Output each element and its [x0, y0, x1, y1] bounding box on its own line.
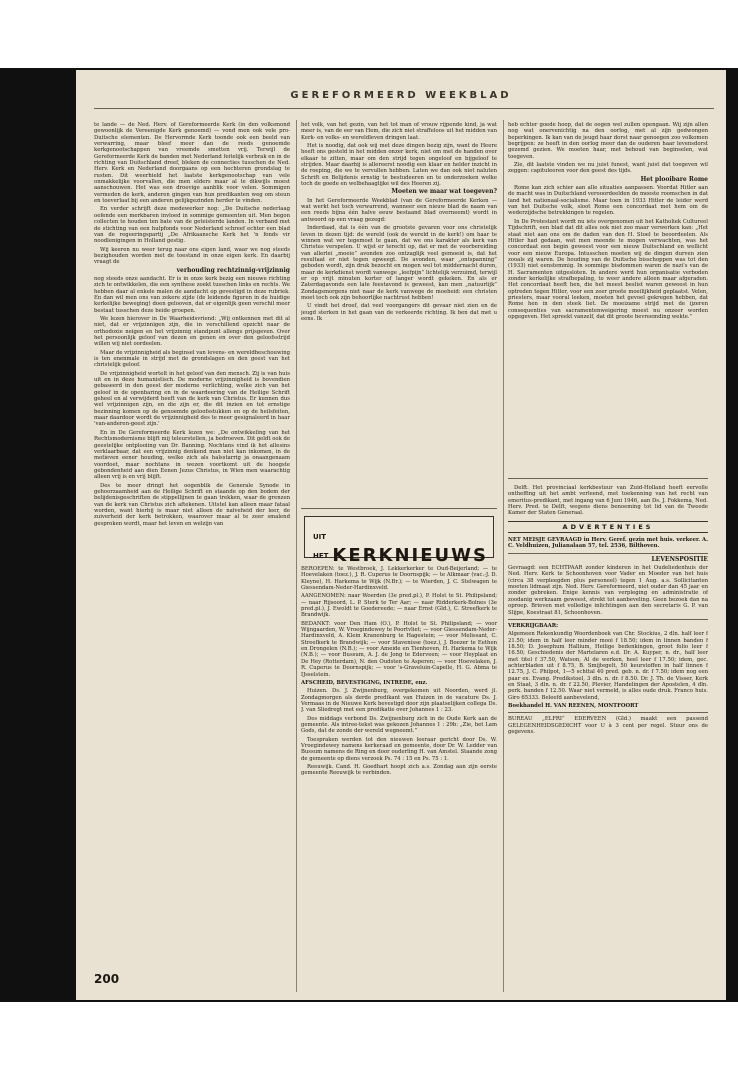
ad-heading: LEVENSPOSITIE — [651, 555, 708, 563]
newspaper-page — [76, 70, 726, 1000]
news-aangenomen: AANGENOMEN: naar Woerden (3e pred.pl.), P. Holst te St. Philipsland; — naar Rijsoord, L. P. Sterk te Ter Aar; — naar Ridderkerk-Bolnes (3e pred.pl.), J. Ewoldt te Goedereede; — naar Ernst (Gld.), C. Streefkerk te Brandwijk. — [301, 593, 497, 619]
article-paragraph: Wij keeren nu weer terug naar ons eigen land, waar we nog steeds bezighouden worden met de toestand in onze eigen kerk. En daarbij vraagt de — [94, 246, 290, 266]
advertisement: BUREAU „ELFRI” EDERVEEN (Gld.) maakt een passend GELEGENHEIDSGEDICHT voor U à 3 cent per regel. Stuur ons de gegevens. — [508, 716, 708, 735]
article-paragraph: En in De Gereformeerde Kerk lezen we: „De ontwikkeling van het Rechtsmodernisme blijft mij teleurstellen, ja bedroeven. Dit geldt ook de geestelijke ontplooiing van Dr. Banning. Nochtans vind ik het allesins verklaarbaar, dat een vrijzinnig denkend man niet kan inkomen, in de motieven eener houding, welke zich als halsstarrig ja onaangenaam voordoet, maar nochtans in wezen voortkomt uit de hoogste gebondenheid aan dien Eenen Jezus Christus, in Wien men waarachtig alleen vrij is en vrij blijft. — [94, 429, 290, 481]
page-number: 200 — [94, 972, 120, 986]
advertisement: Gevraagd: een ECHTPAAR zonder kinderen in het Oudeliedenhuis der Ned. Herv. Kerk te Schoonhoven voor Vader en Moeder van het huis (circa 38 verpleegden plus personeel) tegen 1 Aug. a.s. Sollicitanten moeten lidmaat zijn. Ned. Herv. Gereformeerd, niet ouder dan 45 jaar en zonder gebreken. Enige kennis van verpleging en administratie of zoodanig werkzaam geweest, strekt tot aanbeveling. Geen bezoek dan na oproep. Brieven met volledige inlichtingen aan den secretaris G. P. van Slijpe, Koestraat 81, Schoonhoven. — [508, 565, 708, 616]
section-heading: Het plooibare Rome — [640, 175, 708, 183]
article-paragraph: In het Gereformeerde Weekblad (van de Gereformeerde Kerken — wat werkt het toch verwarrend, wanneer een nieuw blad de naam van een reeds bijna één halve eeuw bestaand blad overneemt) wordt in antwoord op een vraag gezegd: — [301, 197, 497, 223]
article-paragraph: Zie, dit laatste vinden we nu juist funest, want juist dat toegeven wil zeggen: capituleeren voor den geest des tijds. — [508, 162, 708, 175]
advertisement: NET MEISJE GEVRAAGD in Herv. Geref. gezin met huis. verkeer. A. C. Veldhuizen, Julianalaan 57, tel. 2536, Bilthoven. — [508, 537, 708, 550]
article-paragraph: In De Protestant wordt nu iets overgenomen uit het Katholiek Cultureel Tijdschrift, een blad dat dit alles ook niet zoo maar verwerken kan: „Het staat niet aan ons om de daden van den H. Stoel te beoordeelen. Als Hitler had gedaan, wat men meende te mogen verwachten, was het concordaat een begin geweest voor een nieuw Duitschland en wellicht voor een nieuw Europa. Intusschen moeten wij de dingen durven zien zooals zij waren. De houding van de Duitsche bisschoppen was tot den (1933) niet eenstemmig. In sommige bisdommen waren de nazi's van de H. Sacramenten uitgesloten. In andere werd hun organisatie verboden zonder kerkelijke strafbepaling, to weer andere alleen maar afgeraden. Het concordaat heeft hen, die het meest beslist waren geweest in hun optreden tegen Hitler, voor een zeer groote moeilijkheid geplaatst. Velen, priesters, maar vooral leeken, moeten het gevoel gekregen hebben, dat Rome hen in den steek liet. De moeizame strijd met de ijzeren consequenties van sacramentenweigering moest nu onzeer worden opgegeven. Het spreekt vanzelf, dat dit groote bevreemding wekte.” — [508, 218, 708, 320]
article-paragraph: nog steeds onze aandacht. Er is in onze kerk bezig een nieuwe richting zich te ontwikkelen, die een synthese zoekt tusschen links en rechts. We hebben daar al enkele malen de aandacht op gevestigd in deze rubriek. En dan wil men ons van zekere zijde (de leidende figuren in de huidige kerkelijke beweging) doen gelooven, dat er eigenlijk geen verschil meer bestaat tusschen deze beide groepen. — [94, 275, 290, 314]
article-paragraph: U vindt het droef, dat veel voorgangers dit gevaar niet zien en de jeugd sterken in het gaan van de verkeerde richting. Ik ben dat met u eens. Ik — [301, 303, 497, 322]
kerknieuws-prefix: UIT HET — [313, 532, 329, 560]
article-paragraph: het volk, van het gezin, van het tot man of vrouw rijpende kind, ja wat meer is, van de eer van Hem, die zich niet straffeloos uit het midden van Kerk- en volks- en wereldleven dringen laat. — [301, 122, 497, 141]
section-rule — [508, 478, 708, 479]
news-item: Huizen. Ds. J. Zwijnenburg, overgekomen uit Noorden, werd jl. Zondagmorgen als derde predikant van Huizen in de vacature Ds. J. Vermaas in de Nieuwe Kerk bevestigd door zijn plaatselijken collega Ds. J. van Sliedregt met een predikatie over Johannes 1 : 23. — [301, 688, 497, 714]
news-item: Toespraken werden tot den nieuwen leeraar gericht door Ds. W. Vroegindewey namens kerkeraad en gemeente, door Dr. W. Ledder van Bussum namens de Ring en door ouderling H. van Amstel. Staande zong de gemeente op diens verzoek Ps. 74 : 15 en Ps. 75 : 1. — [301, 736, 497, 762]
section-heading: Moeten we maar wat toegeven? — [391, 188, 497, 196]
section-heading: verhouding rechtzinnig-vrijzinnig — [176, 266, 290, 274]
news-bedankt: BEDANKT: voor Den Ham (O.), P. Holst te St. Philipsland; — voor Wijngaarden, W. Vroegindewey te Poortvliet; — voor Giessendam-Neder-Hardinxveld, A. Klein Kranenburg te Hagestein; — voor Melissant, C. Streefkerk te Brandwijk; — voor Stavenisse (toez.), J. Boezer te Eethen en Drongelen (N.B.); — voor Ameide en Tienhoven, H. Harkema te Wijk (N.B.); — voor Bussum, A. J. de Jong te Ederveen; — voor Heyplaat en De Hey (Rotterdam), N. den Oudsten te Asperen; — voor Hoevelaken, J. R. Cuperus te Doornspijk; — voor 's-Graveluin-Capelle, H. G. Abma te IJsselstein. — [301, 620, 497, 678]
section-heading: AFSCHEID, BEVESTIGING, INTREDE, enz. — [301, 679, 428, 686]
column-divider — [503, 120, 504, 992]
kerknieuws-banner — [304, 516, 494, 566]
ad-signature: Boekhandel H. VAN REENEN, MONTFOORT — [508, 702, 639, 709]
kerknieuws-heading: KERKNIEUWS — [332, 545, 488, 566]
column-1 — [94, 122, 290, 992]
advertisement: Algemeen Rekenkundig Woordenboek van Chr. Stockius, 2 dln. half leer f 21.50; idem in half leer minder mooi f 18.50; idem in linnen banden f 18.50; D. Josephum Hallium, Heilige bedenkingen, groot folio leer f 16.50; Geschiedenis der Martelaren e.d. Dr. A. Kuyper, n. dr., half leer met titel f 37.50, Watson, Al de werken, heel leer f 17.50; idem, gec. achterbladen uit f 8.75, B. Smijtegelt, 50 keurstoffen in half linnen f 12.75, J. C. Philpot, 1—5 schttal 40 pred. geb. n. dr. f 7.50; idem nog een paar ex. Evang. Predikstoel, 3 dln. n. dr. f 8.50. Dr. J. Th. de Visser, Kerk en Staat, 3 dln. n. dr. f 22.50, Plevier, Handelingen der Apostelen, 4 dln. perk. banden f 12.50. Waar niet vermeld, is alles oude druk. Franco huis. Giro 65333. Beleefd aanbevelend, — [508, 631, 708, 701]
ad-separator — [508, 619, 708, 620]
news-item: Delft. Het provinciaal kerkbestuur van Zuid-Holland heeft eervolle ontheffing uit het ambt verleend, met toekenning van het recht van emeritus-predikant, met ingang van 6 Juni 1946, aan Ds. J. Fokkema, Ned. Herv. Pred. te Delft, wegens diens benoeming tot lid van de Tweede Kamer der Staten Generaal. — [508, 485, 708, 517]
column-2-top — [301, 122, 497, 502]
ad-separator — [508, 553, 708, 554]
article-paragraph: Rome kan zich schier aan alle situaties aanpassen. Voordat Hitler aan de macht was in Duitschland verooordeelden de meeste roomschen in dat land het nationaal-socialisme. Maar toen in 1933 Hitler de leider werd van het Duitsche volk, sloot Rome een concordaat met hem om de wederzijdsche betrekkingen te regelen. — [508, 185, 708, 217]
article-paragraph: Inderdaad, dat is één van de grootste gevaren voor ons christelijk leven in dezen tijd: de wereld (ook de wereld in de kerk!) om haar te winnen wat ver tegemoet te gaan, dat we ons karakter als kerk van Christus verspelen. U wijst er terecht op, dat er met de voorbereiding van allerlei „moeie” avonden zoo ontzaglijk veel gemoeid is, dat het resultaat er niet tegen opweegt. De avonden, waar „ontspanning” geboden wordt, zijn druk bezocht en mogen wel tot middernacht duren, maar de kerkdienst wordt vanwege „leefpijn” lichtelijk verzuimd, terwijl er op vrijt minuten korter of langer wordt gekeken. En als er Zaterdagavonds een late feestavond is geweest, kan men „natuurlijk” Zondagsmorgens niet naar de kerk vanwege de moeheid: een christen moet toch ook zijn behoorlijke nachtrust hebben! — [301, 225, 497, 301]
section-rule — [301, 508, 497, 509]
article-paragraph: te lande — de Ned. Herv. of Gereformeerde Kerk (in den volksmond gewoonlijk de Vereenigde Kerk genoemd) — vond men ook vele pro-Duitsche elementen. De Hervormde Kerk toonde ook een beeld van verwarring, maar bleef meer dan de reeds genoemde kerkgenootschappen van vreemde smetten vrij. Terwijl de Gereformeerde Kerk de banden met Nederland feitelijk verbrak en in de richting van Duitschland dreef, bleken de connecties tusschen de Ned. Herv. Kerk en Nederland doorgaans op een hechteren grondslag te rusten. Dit weerhield het laatste kerkgenootschap van vele onmakkelijke voorvallen, die men elders maar al te dikwijls moest aanschouwen. Het was een droevige aanblik voor velen. Sommigen vermeden de kerk, anderen gingen van hun predikanten weg om steun en toeverlaat bij een anderen gelijkgezinden herder te vinden. — [94, 122, 290, 205]
article-paragraph: heb echter goede hoop, dat de oogen wel zullen opengaan. Wij zijn allen nog wat onervenichtig na den oorlog, met al zijn gedwongen beperkingen. Ik kan van de jeugd haar dorst naar genoegen zoo volkomen begrijpen: ze heeft in den oorlog meer dan de ouderen haar levensdorst gezemd gezien. We moeten haar, met behoud van beginselen, wat toegeven. — [508, 122, 708, 160]
column-3-top — [508, 122, 708, 462]
article-paragraph: De vrijzinnigheid wortelt in het geloof van den mensch. Zij is van huis uit en in deze humanistisch. De moderne vrijzinnigheid is bovendien gebaseerd in den geest der moderne verlichting, welke zich van het geloof in de openbaring en in de waardeering van de Heilige Schrift geheel en al verwijderd heeft van de kerk van Christus. Er kunnen dus wel vrijzinnigen zijn, en die zijn er, die dit inzien en tot ernstige bezinning komen op de genoemde geloofsstukken en op de heilsfeiten, maar daardoor wordt de vrijzinnigheid des te meer gesignaleerd in haar 'van-anderen-geest zijn.' — [94, 370, 290, 428]
article-paragraph: Het is noodig, dat ook wij met deze dingen bezig zijn, want de Heere heeft ons gesteld in het midden onzer kerk, niet om met de handen over elkaar te zitten, maar om den strijd tegen ongeloof en bijgeloof te strijden. Maar daarbij is allereerst noodig een klaar en helder inzicht in de roeping, die we te vervullen hebben. Laten we dan ook niet naluten Schrift en Belijdenis ernstig te bestudeeren en te onderzoeken welke toch de goede en welbehaaglijke wil des Heeren zij. — [301, 143, 497, 188]
masthead: GEREFORMEERD WEEKBLAD — [290, 90, 512, 101]
article-paragraph: Des te meer dringt het oogenblik de Generale Synode in gehoorzaamheid aan de Heilige Schrift en staande op den bodem der belijdenisgeschriften de stippellijnen te gaan trekken, waar de grenzen van de kerk van Christus zich aftekenen. Uitstel kan alleen maar fataal worden, want hierbij is maar niet alleen de naïveheid der leer, de zuiverheid der kerk betrokken, waarover maar al te zeer smalend gesproken wordt, maar het leven en welzijn van — [94, 482, 290, 527]
ad-heading: VERKRIJGBAAR: — [508, 622, 559, 629]
masthead-rule — [94, 108, 714, 109]
news-item: Reeuwijk. Cand. H. Goedhart hoopt zich a.s. Zondag aan zijn eerste gemeente Reeuwijk te verbinden. — [301, 763, 497, 777]
article-paragraph: We lezen hierover in De Waarheidsvriend: „Wij ontkennen met dit al niet, dat er vrijzinnigen zijn, die in verschillend opzicht naar de orthodoxie neigen en het vrijzinnig standpunt allengs prijsgeven. Over het persoonlijk geloof van dezen en genen en over den geloofsstrijd willen wij niet oordeelen. — [94, 315, 290, 348]
kerknieuws-title — [313, 526, 493, 566]
advertenties-heading: ADVERTENTIES — [508, 521, 708, 533]
news-item: Des middags verbond Ds. Zwijnenburg zich in de Oude Kerk aan de gemeente. Als intree-tekst was gekozen Johannes 1 : 29b: „Zie, het Lam Gods, dat de zonde der wereld wegneemt.” — [301, 715, 497, 735]
ad-separator — [508, 712, 708, 713]
article-paragraph: Maar de vrijzinnigheid als beginsel van levens- en wereldbeschouwing is ten enenmale in strijd met de grondslagen en den geest van het christelijk geloof. — [94, 349, 290, 369]
article-paragraph: En verder schrijft deze medewerker nog: „De Duitsche nederlaag oefende een merkbaren invloed in sommige gemeenten uit. Men begon collecten te houden ten bate van de geteisterde landen. In verband met de stichting van een hulpfonds voor Nederland schreef echter een blad van de regeeringspartij „De Afrikaansche Kerk het 'n fonds vir noodlenigingen in Holland gestig. — [94, 206, 290, 245]
kerknieuws-column — [301, 566, 497, 992]
column-divider — [296, 120, 297, 992]
advertisements-column — [508, 485, 708, 990]
news-beroepen: BEROEPEN: te Westbroek, J. Lekkerkerker te Oud-Beijerland; — te Hoevelaken (toez.), J. R. Cuperus te Doornspijk; — te Alkmaar (vac.-J. D. Kleyne), H. Harkema te Wijk (N.Br.); — te Wierden, J. C. Stelwagen te Giessendam-Neder-Hardinxveld. — [301, 566, 497, 592]
